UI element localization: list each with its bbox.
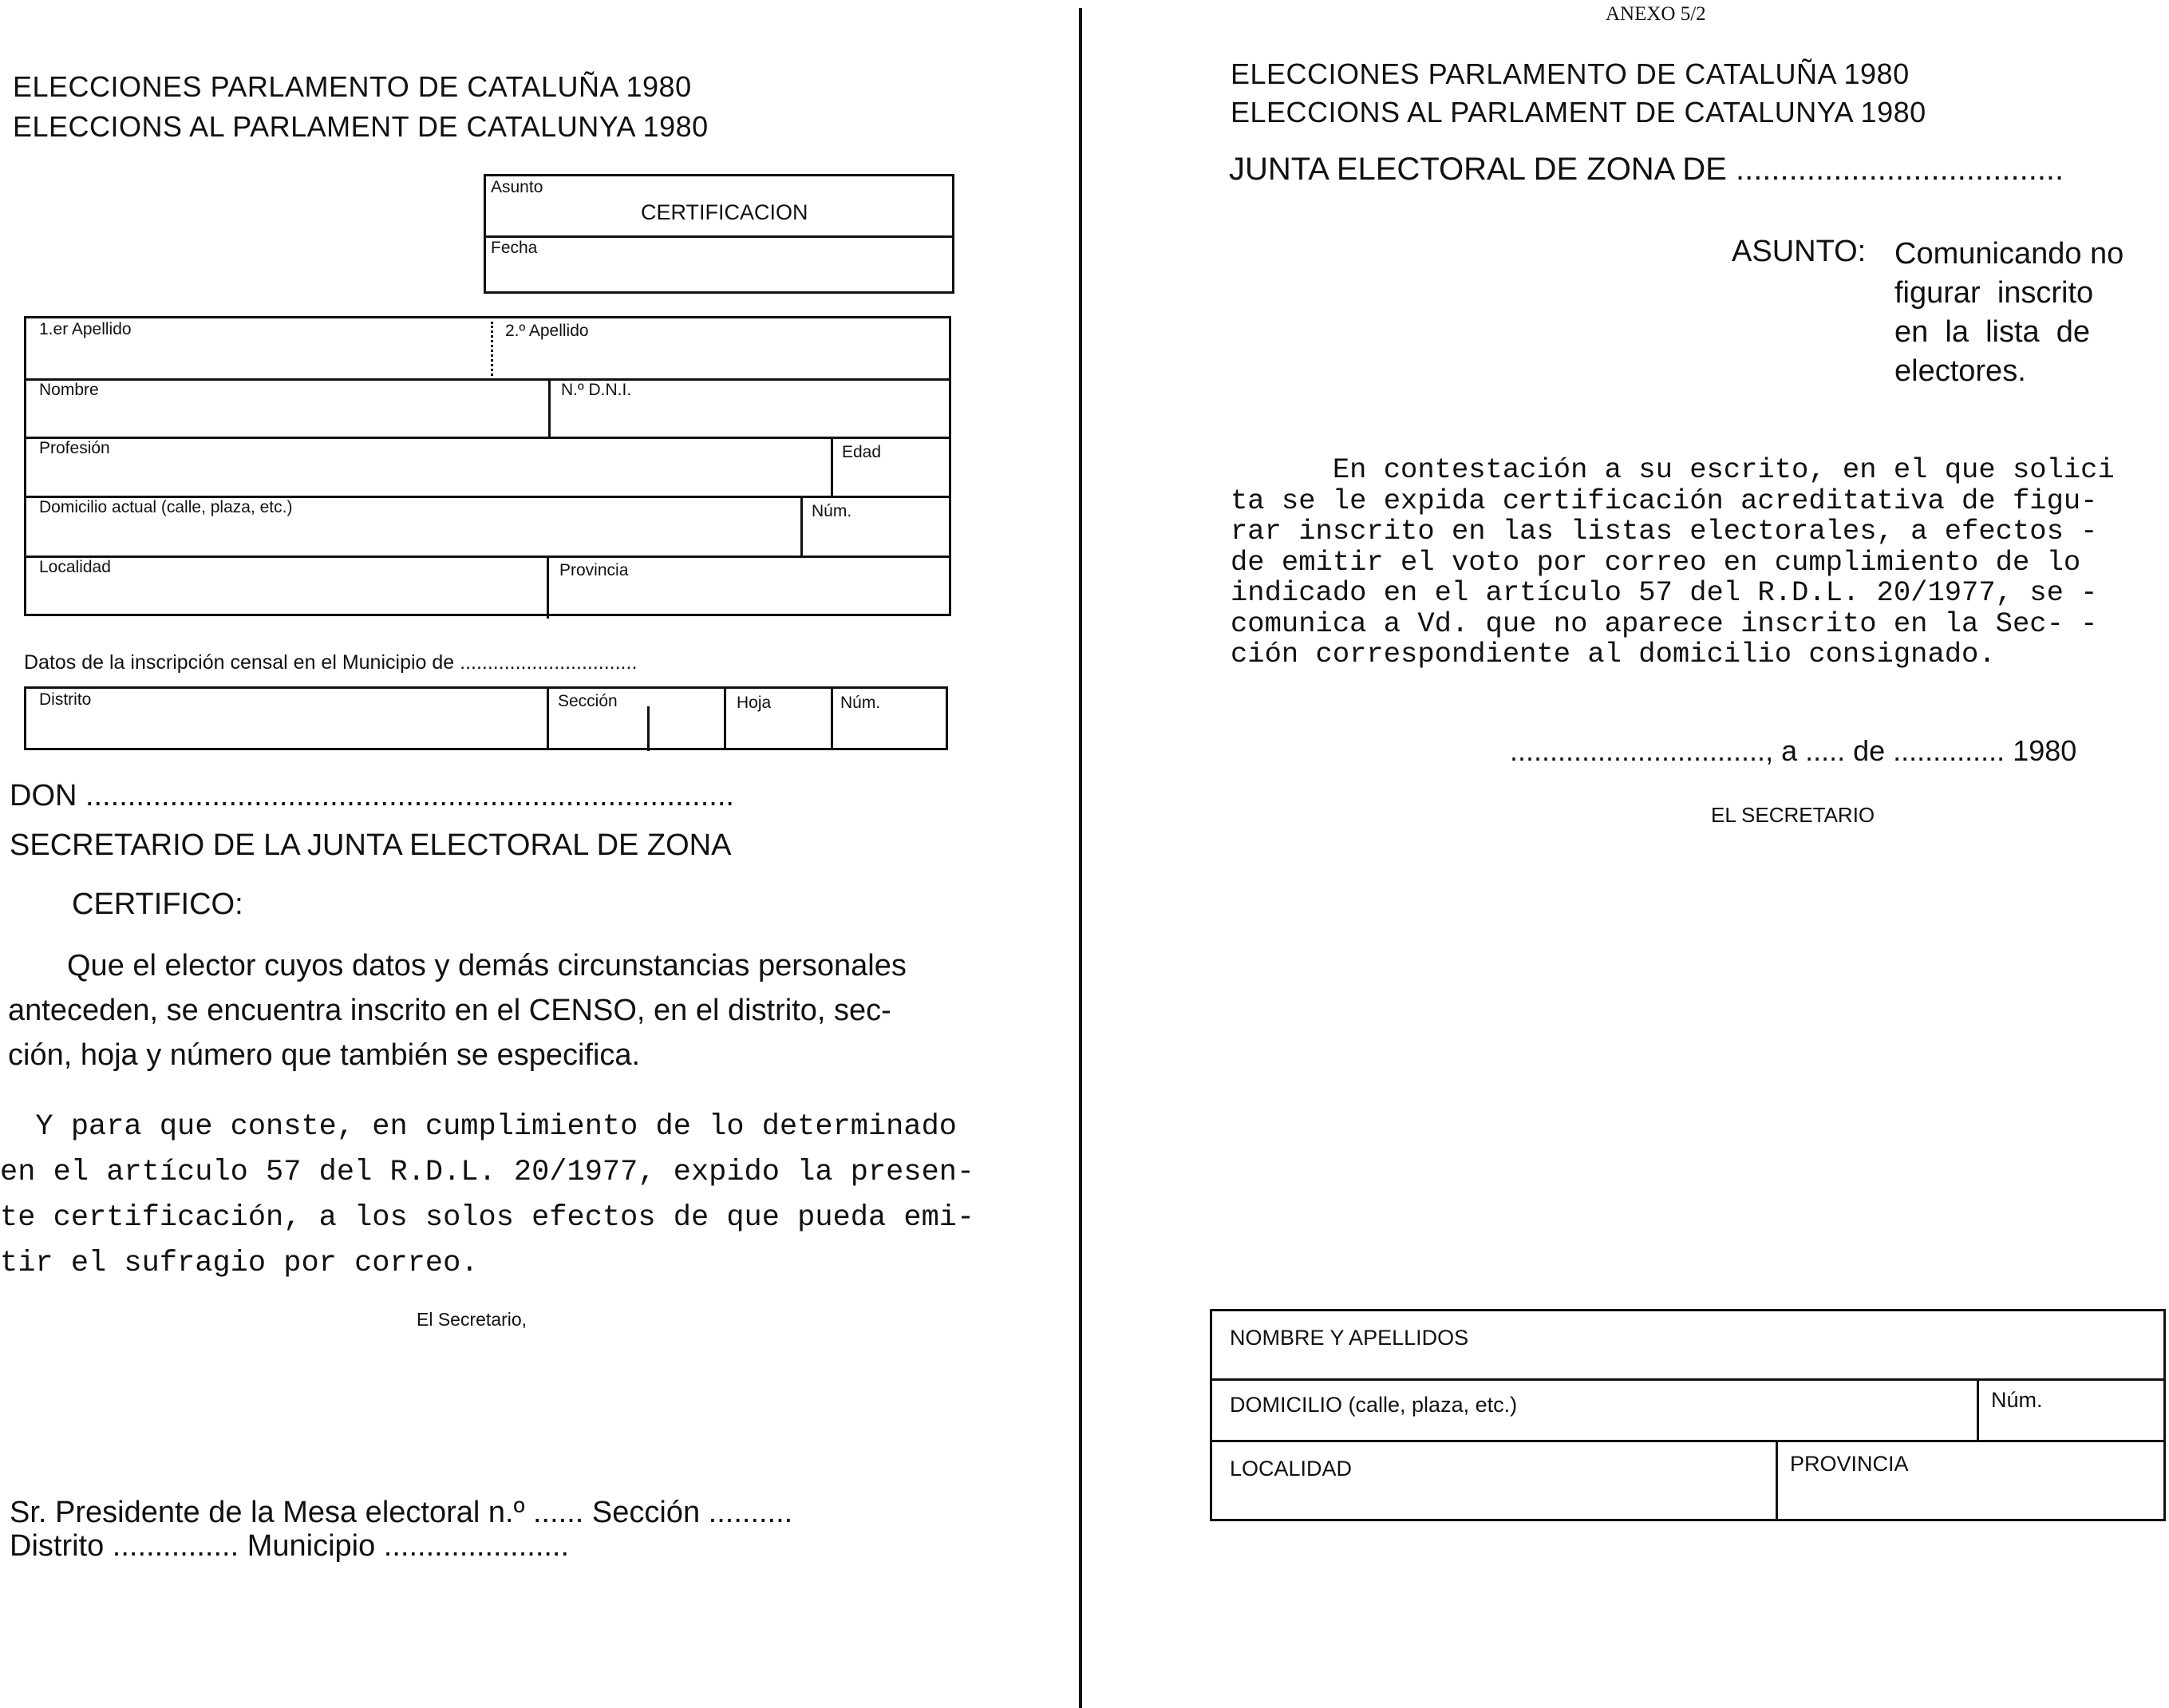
secretario-line: SECRETARIO DE LA JUNTA ELECTORAL DE ZONA	[10, 828, 732, 862]
junta-line: JUNTA ELECTORAL DE ZONA DE .....................................	[1229, 152, 2064, 187]
para2-line: en el artículo 57 del R.D.L. 20/1977, expido la presen-	[0, 1156, 975, 1189]
firma-secretario: El Secretario,	[417, 1309, 527, 1330]
body-line: ción correspondiente al domicilio consignado.	[1231, 638, 1996, 670]
address-box	[1210, 1309, 2166, 1521]
para2-line: te certificación, a los solos efectos de que pueda emi-	[0, 1201, 975, 1235]
apellido1-label: 1.er Apellido	[39, 320, 132, 338]
num-label: Núm.	[812, 502, 852, 520]
asunto-text	[1894, 235, 2143, 391]
footer-line-2: Distrito ............... Municipio ......................	[10, 1529, 570, 1563]
footer-line-1: Sr. Presidente de la Mesa electoral n.º ...... Sección ..........	[10, 1496, 793, 1529]
certifico-paragraph	[8, 943, 974, 1077]
body-line: ta se le expida certificación acreditativa de figu-	[1231, 484, 2098, 517]
dni-label: N.º D.N.I.	[561, 381, 632, 399]
right-header-ca: ELECCIONS AL PARLAMENT DE CATALUNYA 1980	[1231, 96, 1926, 128]
para1-line: Que el elector cuyos datos y demás circunstancias personales	[67, 949, 907, 982]
body-line: comunica a Vd. que no aparece inscrito en la Sec- -	[1231, 607, 2098, 640]
nombre-apellidos-label: NOMBRE Y APELLIDOS	[1230, 1326, 1469, 1350]
asunto-text-line: electores.	[1894, 354, 2026, 388]
censal-table	[24, 686, 948, 750]
conste-paragraph	[0, 1105, 974, 1287]
apellido2-label: 2.º Apellido	[505, 322, 589, 340]
body-line: indicado en el artículo 57 del R.D.L. 20/1977, se -	[1231, 576, 2098, 609]
fecha-label: Fecha	[491, 239, 538, 257]
provincia-label: Provincia	[559, 561, 629, 579]
asunto-value: CERTIFICACION	[641, 200, 808, 224]
provincia-label: PROVINCIA	[1790, 1452, 1909, 1476]
profesion-label: Profesión	[39, 439, 110, 457]
asunto-text-line: figurar inscrito	[1894, 276, 2094, 310]
respuesta-paragraph	[1231, 455, 2115, 670]
anexo-label: ANEXO 5/2	[1606, 3, 1706, 25]
fecha-line: ................................, a ..... de .............. 1980	[1510, 734, 2077, 767]
body-line: En contestación a su escrito, en el que solici	[1231, 453, 2115, 486]
censal-heading: Datos de la inscripción censal en el Municipio de ................................	[24, 651, 638, 674]
left-header-es: ELECCIONES PARLAMENTO DE CATALUÑA 1980	[13, 70, 692, 103]
asunto-label: Asunto	[491, 178, 543, 196]
censal-num-label: Núm.	[840, 694, 881, 712]
hoja-label: Hoja	[737, 694, 772, 712]
para2-line: Y para que conste, en cumplimiento de lo determinado	[0, 1110, 957, 1144]
body-line: de emitir el voto por correo en cumplimiento de lo	[1231, 545, 2081, 579]
para1-line: ción, hoja y número que también se especifica.	[8, 1038, 641, 1072]
asunto-box	[484, 174, 954, 294]
certifico-heading: CERTIFICO:	[72, 888, 243, 921]
right-header-es: ELECCIONES PARLAMENTO DE CATALUÑA 1980	[1231, 57, 1910, 90]
seccion-label: Sección	[558, 692, 618, 710]
asunto-text-line: Comunicando no	[1894, 237, 2124, 271]
el-secretario: EL SECRETARIO	[1711, 803, 1875, 827]
address-num-label: Núm.	[1991, 1388, 2043, 1412]
para2-line: tir el sufragio por correo.	[0, 1247, 479, 1280]
body-line: rar inscrito en las listas electorales, a efectos -	[1231, 515, 2098, 548]
domicilio-label: Domicilio actual (calle, plaza, etc.)	[39, 498, 293, 516]
domicilio-label: DOMICILIO (calle, plaza, etc.)	[1230, 1393, 1518, 1417]
asunto-heading: ASUNTO:	[1732, 235, 1867, 268]
don-line: DON .............................................................................	[10, 779, 734, 812]
nombre-label: Nombre	[39, 381, 99, 399]
left-header-ca: ELECCIONS AL PARLAMENT DE CATALUNYA 1980	[13, 110, 709, 143]
distrito-label: Distrito	[39, 690, 92, 709]
asunto-text-line: en la lista de	[1894, 315, 2091, 349]
para1-line: anteceden, se encuentra inscrito en el CENSO, en el distrito, sec-	[8, 994, 891, 1027]
localidad-label: Localidad	[39, 558, 111, 576]
personal-data-table	[24, 316, 951, 616]
localidad-label: LOCALIDAD	[1230, 1457, 1353, 1481]
edad-label: Edad	[842, 443, 882, 461]
page-divider	[1079, 8, 1082, 1708]
